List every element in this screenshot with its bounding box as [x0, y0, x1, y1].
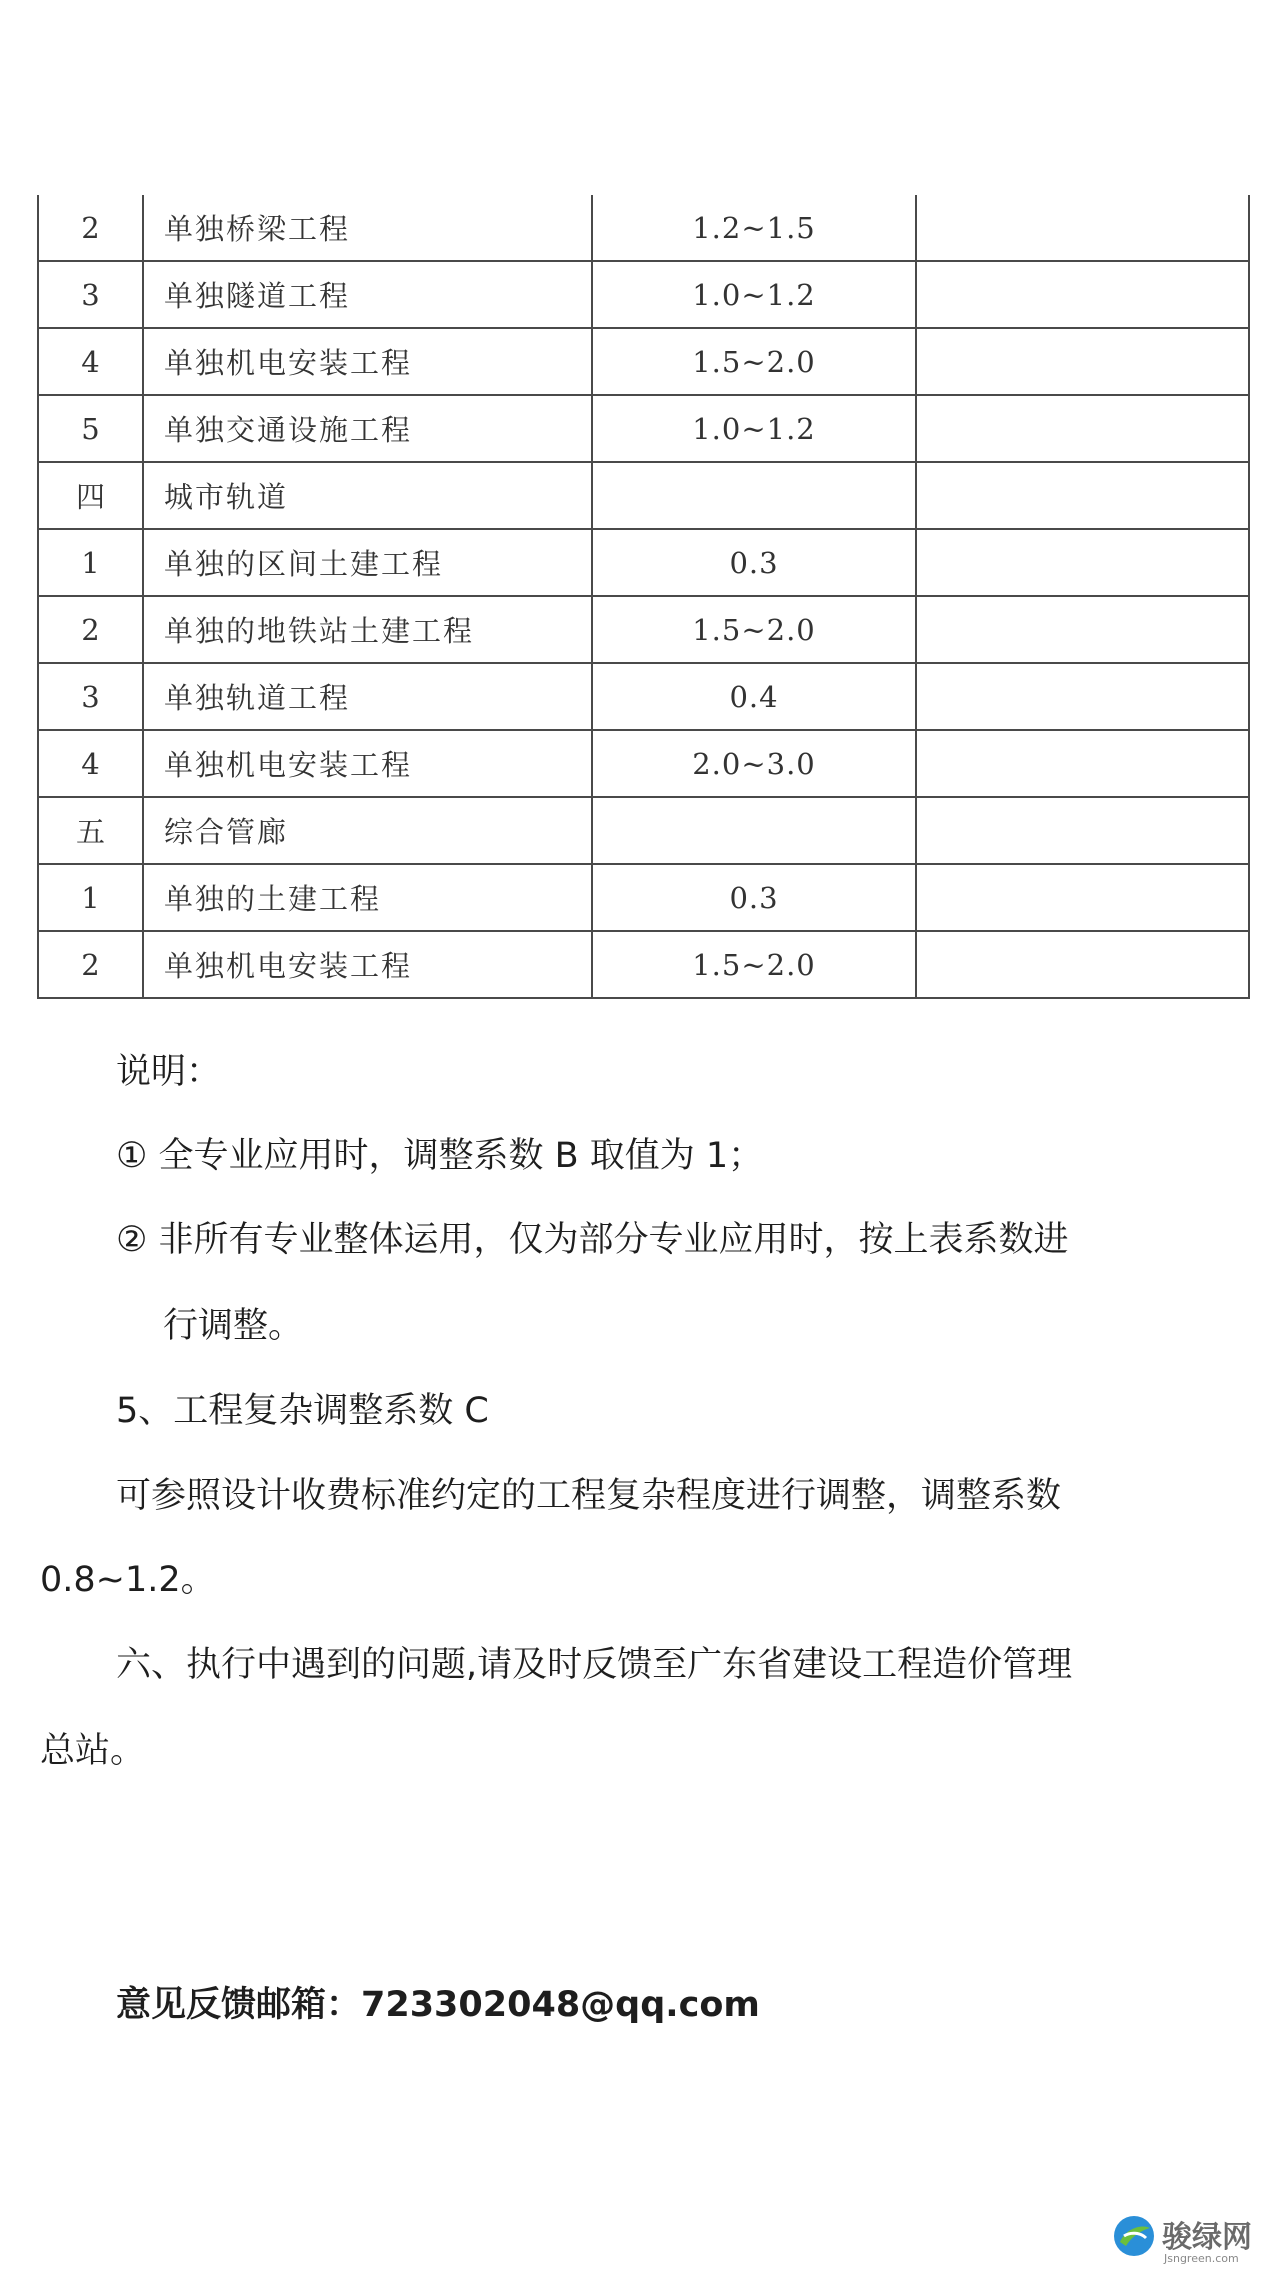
- project-name-cell: 单独交通设施工程: [143, 395, 592, 462]
- coefficient-cell: 0.3: [592, 529, 916, 596]
- coefficient-cell: [592, 797, 916, 864]
- coefficient-cell: 1.0~1.2: [592, 261, 916, 328]
- note-item-2-line-2: 行调整。: [163, 1306, 304, 1346]
- section-5-title: 5、工程复杂调整系数 C: [116, 1391, 489, 1431]
- remark-cell: [916, 596, 1249, 663]
- table-row: [38, 931, 1249, 998]
- row-number-cell: 2: [38, 596, 143, 663]
- table-row: [38, 195, 1249, 261]
- coefficient-cell: 1.0~1.2: [592, 395, 916, 462]
- row-number-cell: 2: [38, 931, 143, 998]
- table-row: [38, 328, 1249, 395]
- remark-cell: [916, 462, 1249, 529]
- table-row: [38, 797, 1249, 864]
- table-row: [38, 529, 1249, 596]
- coefficient-cell: 0.4: [592, 663, 916, 730]
- note-item-1: ① 全专业应用时，调整系数 B 取值为 1；: [116, 1136, 764, 1176]
- row-number-cell: 4: [38, 730, 143, 797]
- coefficient-cell: 1.2~1.5: [592, 195, 916, 261]
- remark-cell: [916, 529, 1249, 596]
- section-6-line-2: 总站。: [40, 1731, 146, 1771]
- project-name-cell: 单独的土建工程: [143, 864, 592, 931]
- table-row: [38, 730, 1249, 797]
- coefficient-cell: 1.5~2.0: [592, 596, 916, 663]
- project-name-cell: 城市轨道: [143, 462, 592, 529]
- row-number-cell: 2: [38, 195, 143, 261]
- project-name-cell: 单独机电安装工程: [143, 931, 592, 998]
- remark-cell: [916, 730, 1249, 797]
- remark-cell: [916, 261, 1249, 328]
- section-5-body-line-2: 0.8~1.2。: [40, 1560, 216, 1600]
- project-name-cell: 综合管廊: [143, 797, 592, 864]
- row-number-cell: 3: [38, 261, 143, 328]
- watermark-name: 骏绿网: [1162, 2220, 1252, 2255]
- table-row: [38, 462, 1249, 529]
- table-row: [38, 261, 1249, 328]
- table-row: [38, 864, 1249, 931]
- row-number-cell: 1: [38, 529, 143, 596]
- table-row: [38, 663, 1249, 730]
- section-6-line-1: 六、执行中遇到的问题,请及时反馈至广东省建设工程造价管理: [116, 1645, 1073, 1685]
- project-name-cell: 单独桥梁工程: [143, 195, 592, 261]
- site-watermark-logo: [1112, 2210, 1262, 2270]
- feedback-email[interactable]: 意见反馈邮箱：723302048@qq.com: [116, 1985, 760, 2025]
- remark-cell: [916, 195, 1249, 261]
- remark-cell: [916, 931, 1249, 998]
- remark-cell: [916, 395, 1249, 462]
- row-number-cell: 1: [38, 864, 143, 931]
- project-name-cell: 单独轨道工程: [143, 663, 592, 730]
- row-number-cell: 四: [38, 462, 143, 529]
- watermark-domain: Jsngreen.com: [1164, 2252, 1239, 2265]
- coefficient-cell: 1.5~2.0: [592, 931, 916, 998]
- coefficient-table-container: [37, 195, 1250, 999]
- row-number-cell: 5: [38, 395, 143, 462]
- project-name-cell: 单独机电安装工程: [143, 328, 592, 395]
- coefficient-cell: 2.0~3.0: [592, 730, 916, 797]
- project-name-cell: 单独机电安装工程: [143, 730, 592, 797]
- table-row: [38, 596, 1249, 663]
- section-5-body-line-1: 可参照设计收费标准约定的工程复杂程度进行调整，调整系数: [116, 1476, 1062, 1516]
- row-number-cell: 五: [38, 797, 143, 864]
- table-row: [38, 395, 1249, 462]
- remark-cell: [916, 864, 1249, 931]
- notes-heading: 说明：: [116, 1052, 222, 1092]
- project-name-cell: 单独的区间土建工程: [143, 529, 592, 596]
- leaf-swirl-logo-icon: [1112, 2214, 1156, 2258]
- remark-cell: [916, 663, 1249, 730]
- row-number-cell: 4: [38, 328, 143, 395]
- coefficient-cell: 0.3: [592, 864, 916, 931]
- coefficient-table: [37, 195, 1250, 999]
- row-number-cell: 3: [38, 663, 143, 730]
- note-item-2-line-1: ② 非所有专业整体运用，仅为部分专业应用时，按上表系数进: [116, 1220, 1069, 1260]
- coefficient-cell: 1.5~2.0: [592, 328, 916, 395]
- project-name-cell: 单独隧道工程: [143, 261, 592, 328]
- coefficient-cell: [592, 462, 916, 529]
- project-name-cell: 单独的地铁站土建工程: [143, 596, 592, 663]
- remark-cell: [916, 328, 1249, 395]
- remark-cell: [916, 797, 1249, 864]
